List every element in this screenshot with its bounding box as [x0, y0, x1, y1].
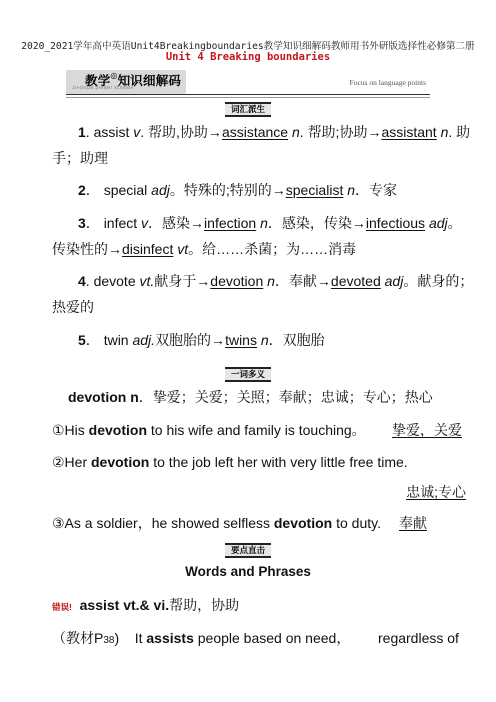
answer-blank: infectious — [365, 215, 426, 231]
polysemy-definition: devotion n．挚爱；关爱；关照；奉献；忠诚；专心；热心 — [68, 389, 433, 405]
polysemy-answer-2: 忠诚;专心 — [406, 484, 466, 500]
answer-blank: devoted — [330, 273, 381, 289]
tag-polysemy: 一词多义 — [225, 367, 271, 382]
words-phrases-heading: Words and Phrases — [185, 564, 311, 579]
polysemy-answer-1: 挚爱，关爱 — [392, 422, 462, 438]
registered-mark-icon: ◎ — [110, 71, 118, 80]
polysemy-example-1: ①His devotion to his wife and family is touching。 — [52, 422, 366, 438]
vocab-item-3: 3． infect v．感染→infection n．感染，传染→infectious adj。 — [78, 215, 462, 231]
polysemy-answer-3: 奉献 — [399, 515, 427, 531]
unit-title: Unit 4 Breaking boundaries — [165, 51, 331, 63]
answer-blank: infection — [204, 215, 257, 231]
textbook-quote-end: regardless of — [378, 630, 459, 646]
banner-title-prefix: 教学 — [85, 74, 111, 88]
section-banner — [66, 70, 430, 100]
banner-title-rest: 知识细解码 — [117, 74, 182, 88]
polysemy-example-2: ②Her devotion to the job left her with very little free time. — [52, 454, 408, 470]
vocab-item-4-cont: 热爱的 — [52, 299, 94, 315]
vocab-item-2: 2． special adj。特殊的;特别的→specialist n．专家 — [78, 182, 398, 198]
answer-blank: devotion — [210, 273, 264, 289]
vocab-item-1-cont: 手；助理 — [52, 150, 108, 166]
answer-blank: disinfect — [122, 241, 174, 257]
answer-blank: assistance — [221, 124, 289, 140]
textbook-quote: （教材P38) It assists people based on need， — [52, 630, 351, 646]
key-entry-assist: 错误! assist vt.& vi.帮助，协助 — [52, 597, 240, 613]
error-label: 错误! — [52, 602, 72, 612]
vocab-item-1: 1. assist v. 帮助,协助→assistance n. 帮助;协助→assistant n. 助 — [78, 124, 471, 140]
vocab-item-4: 4. devote vt.献身于→devotion n．奉献→devoted adj。献身的； — [78, 273, 474, 289]
document-header: 2020_2021学年高中英语Unit4Breakingboundaries教学知识细解码教师用书外研版选择性必修第二册 — [21, 41, 475, 52]
polysemy-example-3: ③As a soldier，he showed selfless devotion to duty. — [52, 515, 381, 531]
vocab-item-3-cont: 传染性的→disinfect vt。给……杀菌；为……消毒 — [52, 241, 357, 257]
tag-key-points: 要点直击 — [225, 543, 271, 558]
answer-blank: specialist — [285, 182, 344, 198]
answer-blank: assistant — [381, 124, 437, 140]
answer-blank: twins — [225, 332, 257, 348]
tag-vocab-derivation: 词汇派生 — [225, 102, 271, 117]
banner-rule — [66, 94, 430, 95]
vocab-item-5: 5． twin adj.双胞胎的→twins n．双胞胎 — [78, 332, 325, 348]
banner-focus-label: Focus on language points — [349, 78, 426, 87]
banner-rule-thin — [66, 97, 430, 98]
banner-subtitle: JIAOXUE ZHISHI XIJIEMA — [72, 85, 134, 90]
